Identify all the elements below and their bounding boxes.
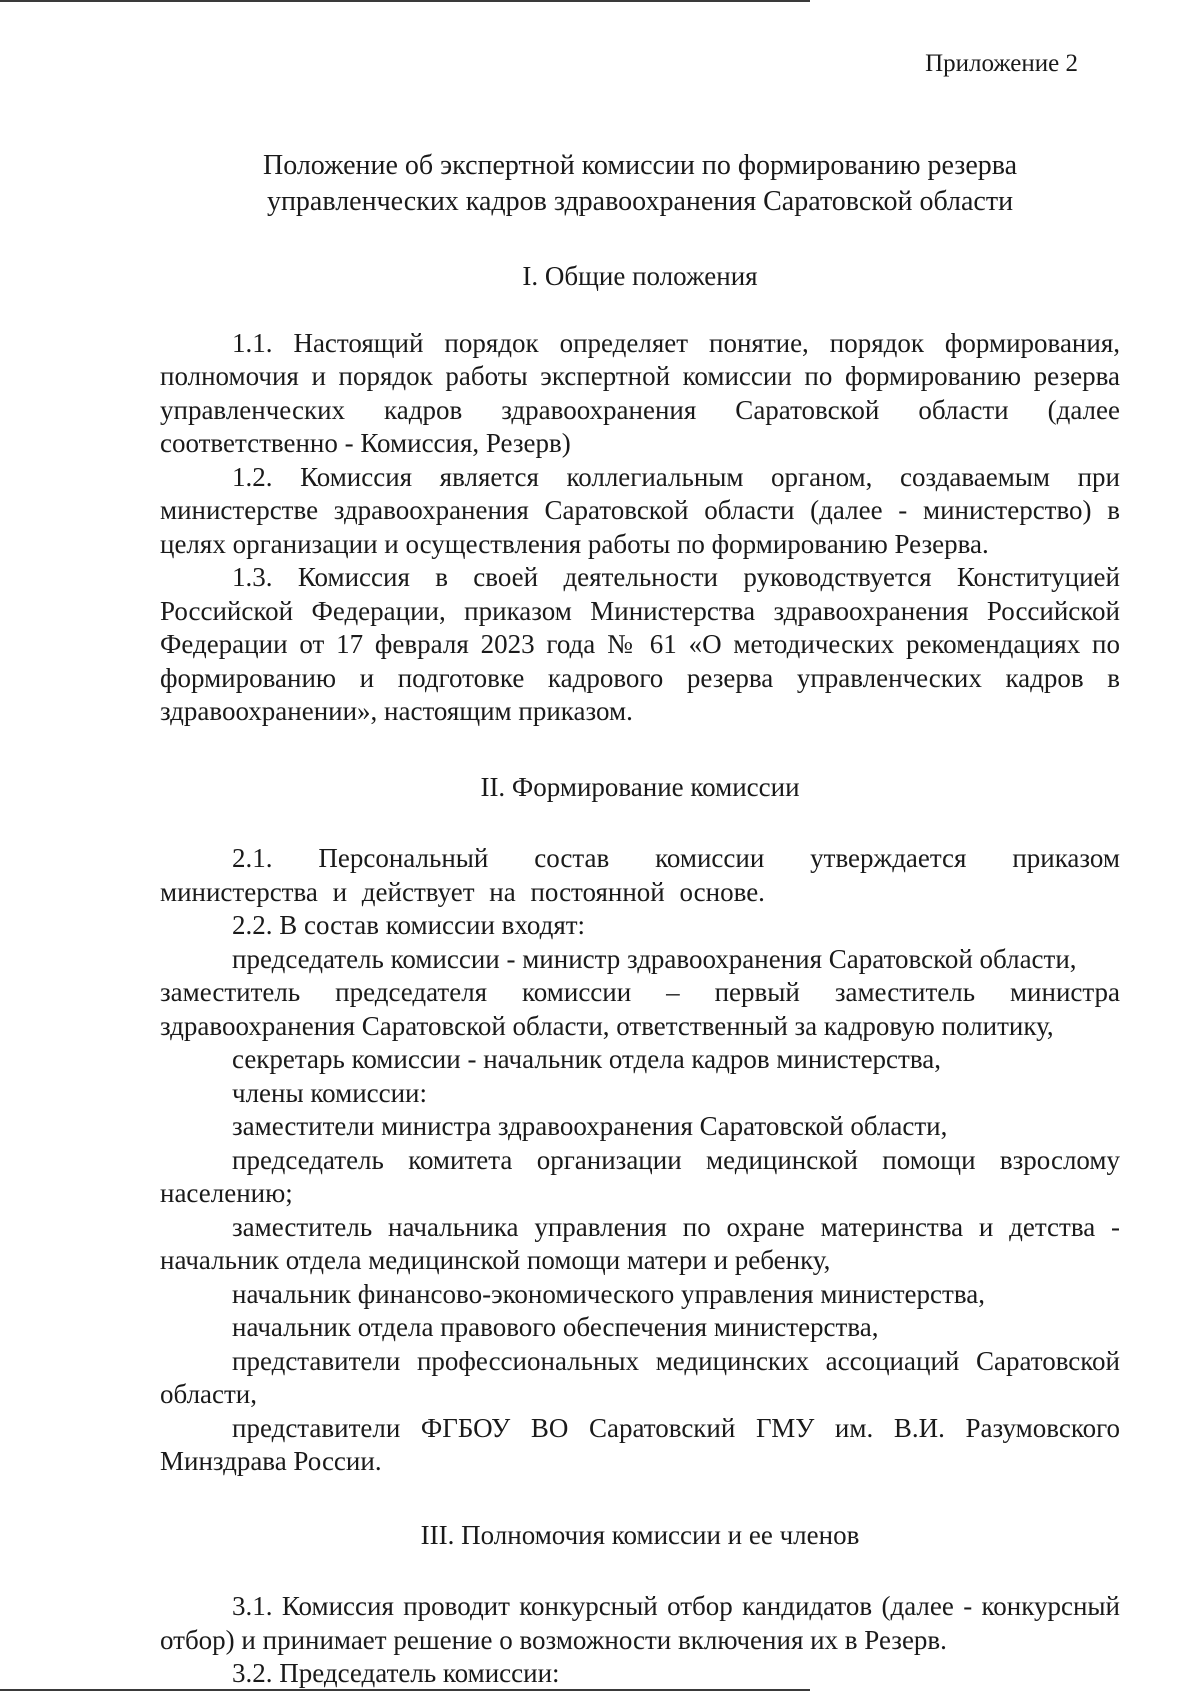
- member-chairman: председатель комиссии - министр здравоохранения Саратовской области,: [232, 943, 1077, 974]
- paragraph-3-1: 3.1. Комиссия проводит конкурсный отбор кандидатов (далее - конкурсный отбор) и принимает решение о возможности включения их в Резерв.: [160, 1591, 1120, 1655]
- paragraph-1-1: 1.1. Настоящий порядок определяет понятие, порядок формирования, полномочия и порядок работы экспертной комиссии по формированию резерва управленческих кадров здравоохранения Саратовской области (далее соответственно - Комиссия, Резерв): [160, 327, 1120, 458]
- member-university: представители ФГБОУ ВО Саратовский ГМУ им. В.И. Разумовского Минздрава России.: [160, 1412, 1120, 1476]
- section-heading-general: I. Общие положения: [522, 261, 758, 291]
- member-deputy-ministers: заместители министра здравоохранения Саратовской области,: [232, 1111, 948, 1141]
- section-heading-formation: II. Формирование комиссии: [480, 771, 800, 802]
- section-heading-powers: III. Полномочия комиссии и ее членов: [420, 1519, 860, 1550]
- member-head-legal: начальник отдела правового обеспечения министерства,: [232, 1312, 879, 1342]
- member-secretary: секретарь комиссии - начальник отдела кадров министерства,: [232, 1044, 941, 1074]
- document-body: [160, 148, 1120, 1691]
- member-deputy-chairman: заместитель председателя комиссии – первый заместитель министра здравоохранения Саратовской области, ответственный за кадровую политику,: [160, 977, 1120, 1041]
- paragraph-2-2: 2.2. В состав комиссии входят:: [232, 910, 586, 940]
- scan-edge-bottom: [0, 1689, 810, 1691]
- paragraph-1-3: 1.3. Комиссия в своей деятельности руководствуется Конституцией Российской Федерации, приказом Министерства здравоохранения Российской Федерации от 17 февраля 2023 года № 61 «О методических рекомендациях по формированию и подготовке кадрового резерва управленческих кадров в здравоохранении», настоящим приказом.: [160, 562, 1120, 726]
- members-label: члены комиссии:: [232, 1077, 428, 1108]
- scan-edge-top: [0, 0, 810, 2]
- member-head-finance: начальник финансово-экономического управления министерства,: [232, 1278, 985, 1309]
- member-associations: представители профессиональных медицинских ассоциаций Саратовской области,: [160, 1345, 1120, 1409]
- document-title: [160, 148, 1120, 220]
- member-deputy-head-maternity: заместитель начальника управления по охране материнства и детства - начальник отдела медицинской помощи матери и ребенку,: [160, 1211, 1120, 1275]
- paragraph-2-1: 2.1. Персональный состав комиссии утверждается приказом министерства и действует на постоянной основе.: [160, 843, 1120, 907]
- appendix-label: Приложение 2: [925, 50, 1078, 77]
- title-line: управленческих кадров здравоохранения Саратовской области: [266, 186, 1014, 217]
- member-committee-chairman: председатель комитета организации медицинской помощи взрослому населению;: [160, 1144, 1120, 1208]
- paragraph-3-2: 3.2. Председатель комиссии:: [232, 1658, 560, 1688]
- paragraph-1-2: 1.2. Комиссия является коллегиальным органом, создаваемым при министерстве здравоохранения Саратовской области (далее - министерство) в целях организации и осуществления работы по формированию Резерва.: [160, 461, 1120, 559]
- title-line: Положение об экспертной комиссии по формированию резерва: [262, 150, 1018, 181]
